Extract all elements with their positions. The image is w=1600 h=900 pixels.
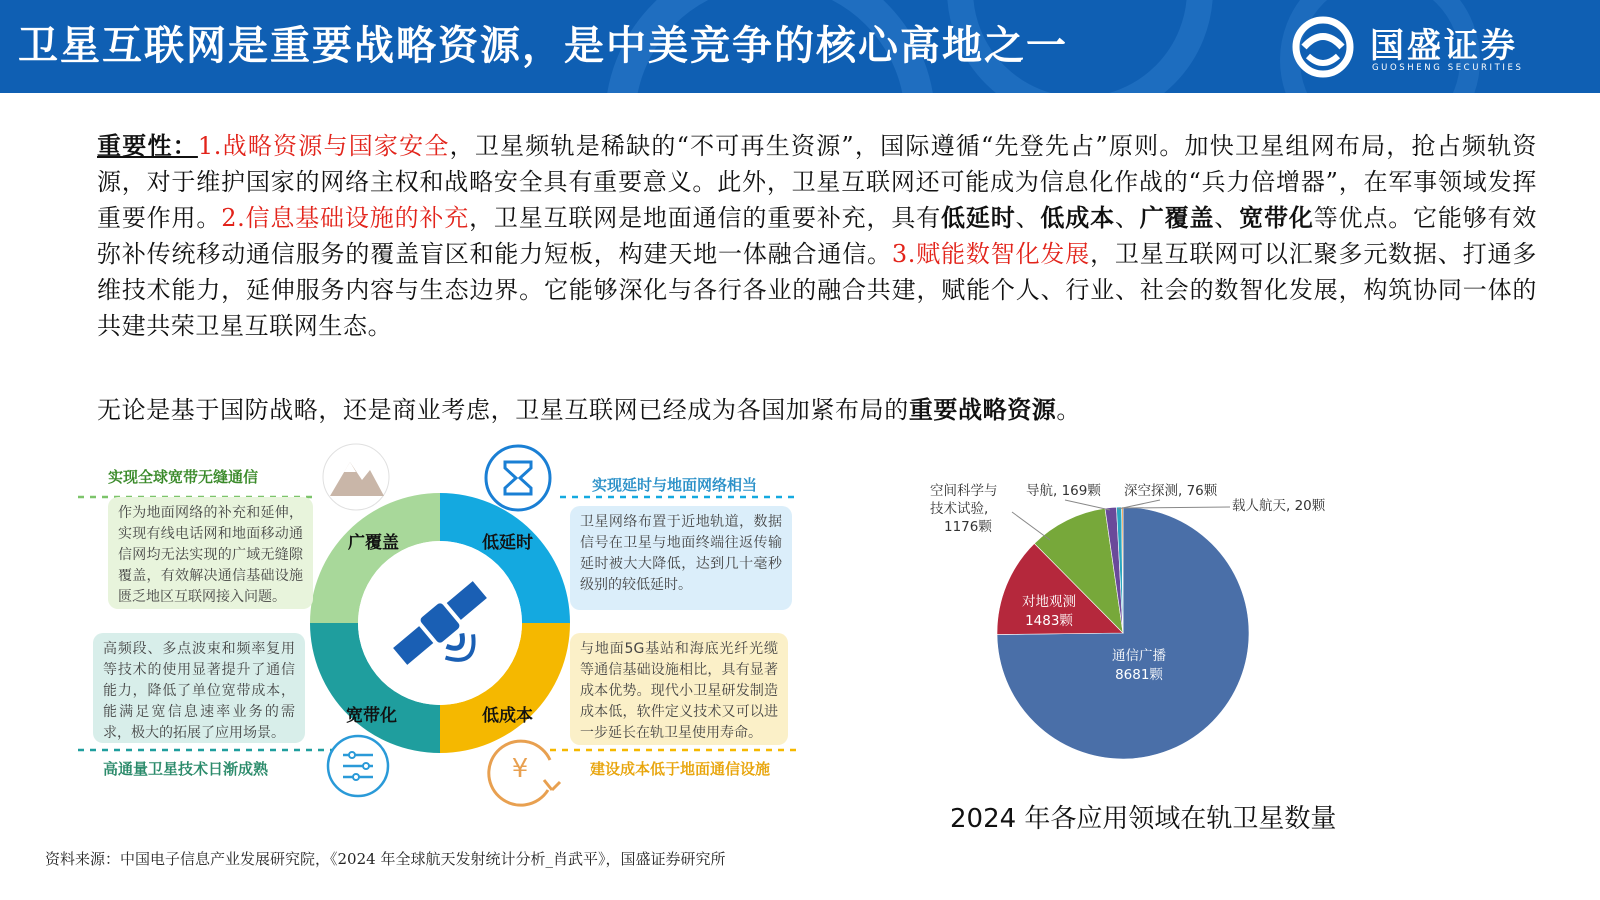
page-title: 卫星互联网是重要战略资源，是中美竞争的核心高地之一 <box>18 22 1068 69</box>
tl-box: 作为地面网络的补充和延伸，实现有线电话网和地面移动通信网均无法实现的广域无缝隙覆盖，有效解决通信基础设施匮乏地区互联网接入问题。 <box>108 497 313 609</box>
conclusion-bold: 重要战略资源 <box>908 395 1057 424</box>
keyword-low-latency: 低延时 <box>941 203 1016 232</box>
pie-label-science-line1: 空间科学与 <box>930 483 998 499</box>
pie-label-communication <box>1112 647 1166 685</box>
segment-label-cost: 低成本 <box>482 706 533 726</box>
source-note: 资料来源：中国电子信息产业发展研究院，《2024 年全球航天发射统计分析_肖武平》，国盛证券研究所 <box>45 850 726 868</box>
conclusion-text: 无论是基于国防战略，还是商业考虑，卫星互联网已经成为各国加紧布局的 <box>97 396 909 424</box>
logo-english: GUOSHENG SECURITIES <box>1372 63 1524 73</box>
conclusion-end: 。 <box>1056 396 1082 424</box>
keyword-wide-coverage: 广覆盖 <box>1139 203 1215 232</box>
br-heading: 建设成本低于地面通信设施 <box>590 760 771 778</box>
pie-label-navigation: 导航, 169颗 <box>1026 483 1101 499</box>
separator: 、 <box>1214 204 1240 232</box>
point-2-text-end: 等优点。它能够有效弥补传统移动通信服务的覆盖盲区和能力短板，构建天地一体融合通信。 <box>97 204 1537 268</box>
point-2-text: ，卫星互联网是地面通信的重要补充，具有 <box>469 204 942 232</box>
bl-heading: 高通量卫星技术日渐成熟 <box>103 760 269 778</box>
keyword-low-cost: 低成本 <box>1040 203 1115 232</box>
point-3-heading: 3.赋能数智化发展 <box>891 240 1091 268</box>
tr-box: 卫星网络布置于近地轨道，数据信号在卫星与地面终端往返传输延时被大大降低，达到几十毫秒级别的较低延时。 <box>570 506 792 610</box>
importance-label: 重要性： <box>97 131 198 160</box>
pie-leader-line-0 <box>1012 512 1050 540</box>
pie-label-science-count: 1176颗 <box>944 519 992 535</box>
segment-label-latency: 低延时 <box>482 533 533 553</box>
pie-leader-line-3 <box>1123 507 1230 508</box>
bl-box: 高频段、多点波束和频率复用等技术的使用显著提升了通信能力，降低了单位宽带成本，能满足宽信息速率业务的需求，极大的拓展了应用场景。 <box>93 633 305 743</box>
segment-label-broadband: 宽带化 <box>346 706 397 726</box>
pie-label-crewed: 载人航天, 20颗 <box>1232 498 1326 514</box>
pie-label-communication-count: 8681颗 <box>1115 667 1163 683</box>
pie-leader-line-1 <box>1065 500 1110 510</box>
point-3-text: ，卫星互联网可以汇聚多元数据、打通多维技术能力，延伸服务内容与生态边界。它能够深化与各行各业的融合共建，赋能个人、行业、社会的数智化发展，构筑协同一体的共建共荣卫星互联网生态。 <box>97 240 1537 340</box>
pie-label-science <box>930 482 998 536</box>
pie-label-observation-count: 1483颗 <box>1025 613 1073 629</box>
pie-label-observation-name: 对地观测 <box>1022 594 1076 610</box>
pie-label-observation <box>1022 593 1076 631</box>
separator: 、 <box>1015 204 1041 232</box>
segment-label-coverage: 广覆盖 <box>348 533 399 553</box>
chart-caption: 2024 年各应用领域在轨卫星数量 <box>950 804 1337 834</box>
keyword-broadband: 宽带化 <box>1239 203 1314 232</box>
svg-text:¥: ¥ <box>511 754 529 784</box>
pie-label-deepspace: 深空探测, 76颗 <box>1124 483 1218 499</box>
tr-heading: 实现延时与地面网络相当 <box>592 476 758 494</box>
br-box: 与地面5G基站和海底光纤光缆等通信基础设施相比，具有显著成本优势。现代小卫星研发制造成本低，软件定义技术又可以进一步延长在轨卫星使用寿命。 <box>570 633 788 745</box>
logo-name: 国盛证券 <box>1370 26 1518 66</box>
pie-label-communication-name: 通信广播 <box>1112 648 1166 664</box>
point-2-heading: 2.信息基础设施的补充 <box>221 204 470 232</box>
tl-heading: 实现全球宽带无缝通信 <box>108 468 259 486</box>
pie-label-science-line2: 技术试验, <box>930 501 989 517</box>
separator: 、 <box>1114 204 1140 232</box>
point-1-heading: 1.战略资源与国家安全 <box>197 132 450 160</box>
point-1-text: ，卫星频轨是稀缺的“不可再生资源”，国际遵循“先登先占”原则。加快卫星组网布局，抢占频轨资源，对于维护国家的网络主权和战略安全具有重要意义。此外，卫星互联网还可能成为信息化作战的“兵力倍增器”，在军事领域发挥重要作用。 <box>97 132 1538 232</box>
